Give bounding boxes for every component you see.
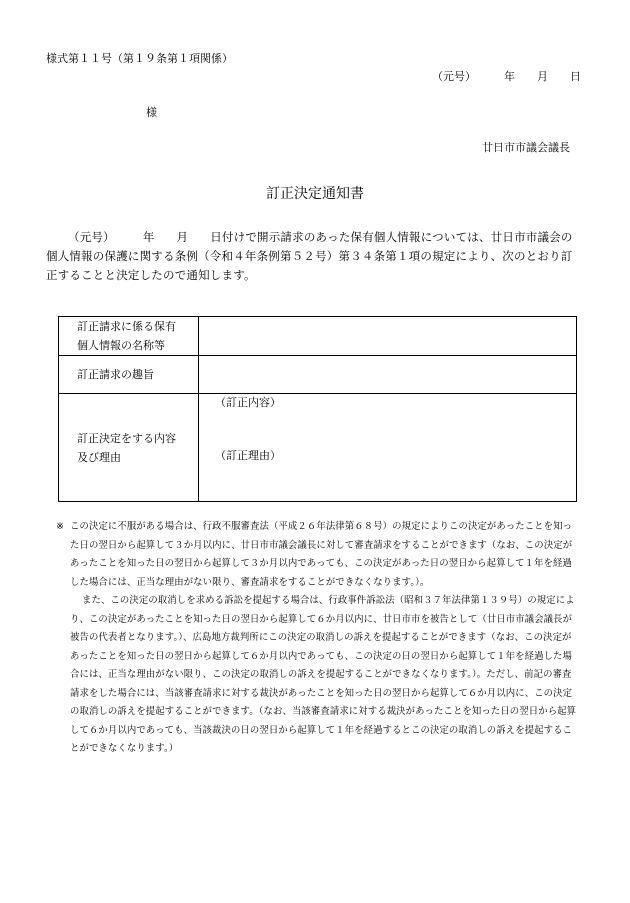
note-paragraph-2: また、この決定の取消しを求める訴訟を提起する場合は、行政事件訴訟法（昭和３７年法律第１３９号）の規定により、この決定があったことを知った日の翌日から起算して６か月以内に、廿日市市を被告として（廿日市市議会議長が被告の代表者となります。）、広島地方裁判所にこの決定の取消しの訴えを提起することができます（なお、この決定があったことを知った日の翌日から起算して６か月以内であっても、この決定の日の翌日から起算して１年を経過した場合には、正当な理由がない限り、この決定の取消しの訴えを提起することができなくなります。）。ただし、前記の審査請求をした場合には、当該審査請求に対する裁決があったことを知った日の翌日から起算して６か月以内に、この決定の取消しの訴えを提起することができます。（なお、当該審査請求に対する裁決があったことを知った日の翌日から起算して６か月以内であっても、当該裁決の日の翌日から起算して１年を経過するとこの決定の取消しの訴えを提起することができなくなります。）	[70, 595, 577, 754]
date-month: 月	[537, 70, 548, 83]
body-text: 日付けで開示請求のあった保有個人情報については、廿日市市議会の個人情報の保護に関する条例（令和４年条例第５２号）第３４条第１項の規定により、次のとおり訂正することと決定したので通知します。	[46, 230, 573, 282]
table-row	[59, 317, 577, 356]
table-row	[59, 356, 577, 394]
body-era: （元号）	[68, 230, 115, 244]
row-label-line: 個人情報の名称等	[77, 339, 165, 352]
row-value-purpose[interactable]	[199, 356, 577, 394]
content-label: （訂正内容）	[215, 396, 281, 409]
row-label-decision	[59, 394, 199, 502]
row-label-line: 訂正請求の趣旨	[77, 368, 154, 381]
row-value-name[interactable]	[199, 317, 577, 356]
form-number: 様式第１１号（第１９条第１項関係）	[46, 52, 233, 65]
date-year: 年	[504, 70, 515, 83]
row-value-decision[interactable]	[199, 394, 577, 502]
row-label-line: 訂正請求に係る保有	[77, 320, 176, 333]
body-month: 月	[176, 230, 189, 244]
body-year: 年	[142, 230, 155, 244]
document-title: 訂正決定通知書	[266, 186, 364, 202]
correction-table	[58, 316, 577, 502]
row-label-line: 及び理由	[77, 450, 121, 464]
reason-label: （訂正理由）	[215, 449, 281, 462]
date-line	[432, 68, 581, 84]
body-paragraph	[46, 228, 582, 285]
row-label-purpose	[59, 356, 199, 394]
date-era: （元号）	[432, 70, 476, 83]
row-label-name	[59, 317, 199, 356]
row-label-line: 訂正決定をする内容	[77, 431, 176, 445]
sender-name: 廿日市市議会議長	[482, 141, 570, 154]
note-mark: ※	[56, 521, 64, 532]
addressee: 様	[146, 106, 157, 119]
table-row	[59, 394, 577, 502]
note-section	[56, 518, 580, 759]
date-day: 日	[570, 70, 581, 83]
note-paragraph-1: この決定に不服がある場合は、行政不服審査法（平成２６年法律第６８号）の規定によりこの決定があったことを知った日の翌日から起算して３か月以内に、廿日市市議会議長に対して審査請求をすることができます（なお、この決定があったことを知った日の翌日から起算して３か月以内であっても、この決定があった日の翌日から起算して１年を経過した場合には、正当な理由がない限り、審査請求をすることができなくなります。）。	[70, 521, 573, 588]
